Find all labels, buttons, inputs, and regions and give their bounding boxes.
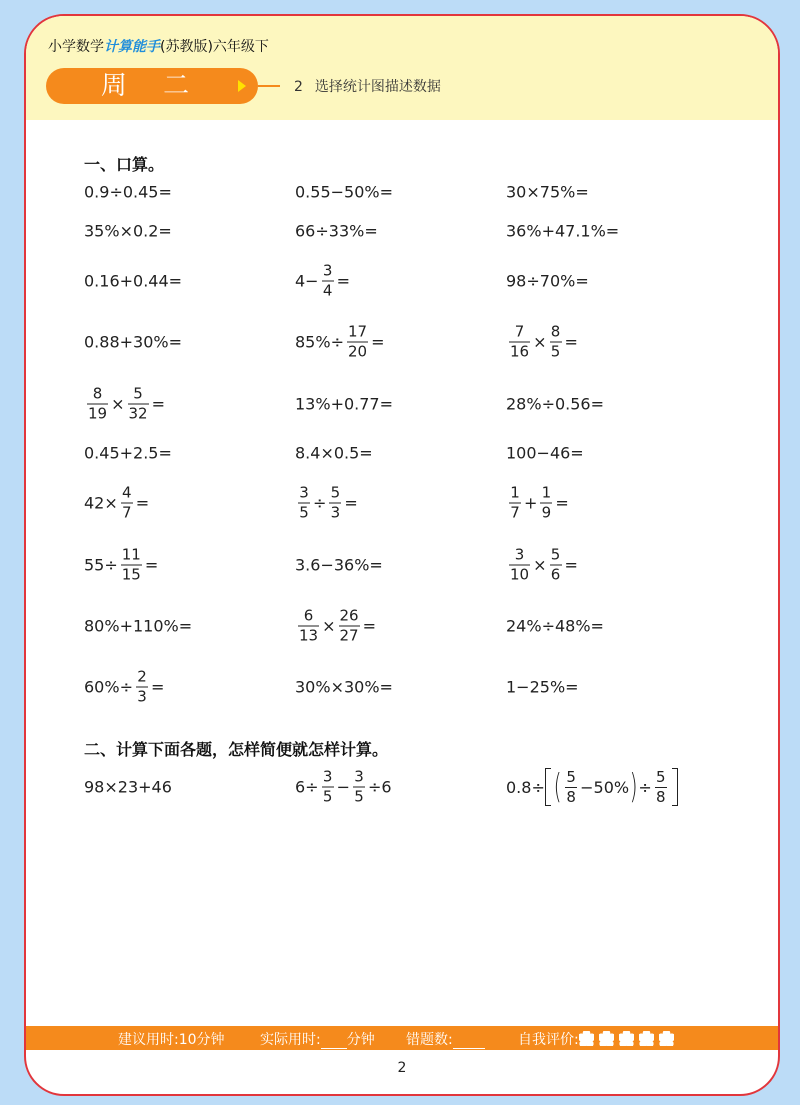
problem-text: 35%×0.2= <box>84 221 172 241</box>
numerator: 8 <box>92 384 103 403</box>
fraction <box>298 608 319 645</box>
problem-text: 80%+110%= <box>84 616 193 636</box>
denominator: 5 <box>354 787 364 806</box>
denominator: 4 <box>322 281 333 300</box>
problem <box>295 556 383 575</box>
equals: = <box>564 332 578 352</box>
actual-time-blank[interactable] <box>321 1035 347 1049</box>
fraction <box>347 324 368 361</box>
equals: = <box>564 555 578 575</box>
operator: × <box>322 616 336 636</box>
numerator: 5 <box>566 767 576 786</box>
problem <box>506 395 604 414</box>
denominator: 5 <box>322 787 333 806</box>
book-title-prefix: 小学数学 <box>48 39 104 55</box>
denominator: 10 <box>510 565 530 584</box>
problem <box>506 617 604 636</box>
footer-bar <box>26 1026 778 1050</box>
book-title-suffix: (苏教版)六年级下 <box>160 39 269 55</box>
problem <box>295 444 373 463</box>
operator: ÷ <box>313 493 327 513</box>
triangle-arrow-icon <box>238 80 246 92</box>
flower-icon[interactable] <box>659 1031 674 1046</box>
error-count <box>406 1029 485 1049</box>
denominator: 20 <box>347 342 368 361</box>
problem-text: 8.4×0.5= <box>295 443 373 463</box>
numerator: 26 <box>339 606 359 625</box>
equals: = <box>555 493 569 513</box>
problem-text: 30%×30%= <box>295 677 393 697</box>
problem <box>506 444 584 463</box>
fraction <box>509 547 530 584</box>
denominator: 3 <box>330 503 341 522</box>
lesson-name: 选择统计图描述数据 <box>314 79 441 95</box>
suggested-time: 建议用时:10分钟 <box>118 1032 225 1048</box>
fraction <box>550 324 562 361</box>
fraction <box>655 769 667 806</box>
workbook-page <box>24 14 780 1096</box>
numerator: 3 <box>514 545 525 564</box>
flower-icon[interactable] <box>579 1031 594 1046</box>
problem-text: 24%÷48%= <box>506 616 604 636</box>
operator: + <box>524 493 538 513</box>
problem <box>506 678 579 697</box>
denominator: 27 <box>339 626 359 645</box>
problem <box>506 485 569 522</box>
equals: = <box>144 555 159 575</box>
page-header <box>26 16 778 120</box>
problem <box>506 547 578 584</box>
problem-text: 6÷ <box>295 777 319 797</box>
problem <box>84 444 172 463</box>
problem-text: 30×75%= <box>506 182 589 202</box>
problem-text: 0.16+0.44= <box>84 271 183 291</box>
section-2-title: 二、计算下面各题，怎样简便就怎样计算。 <box>84 740 389 759</box>
problem <box>506 183 589 202</box>
numerator: 4 <box>121 483 132 502</box>
numerator: 3 <box>322 261 333 280</box>
operator: × <box>111 394 125 414</box>
problem <box>506 324 578 361</box>
problem <box>295 222 378 241</box>
operator: × <box>533 555 547 575</box>
operator: − <box>336 777 350 797</box>
problem-text: 4− <box>295 271 319 291</box>
problem <box>84 222 172 241</box>
book-title <box>48 36 269 56</box>
left-paren: ( <box>553 767 562 807</box>
problem-text: 36%+47.1%= <box>506 221 620 241</box>
problem-text: 98×23+46 <box>84 777 172 797</box>
problem <box>295 678 393 697</box>
problem <box>506 222 619 241</box>
fraction <box>128 386 149 423</box>
fraction <box>322 769 334 806</box>
problem <box>506 272 589 291</box>
page-number: 2 <box>397 1060 407 1076</box>
actual-time-label: 实际用时: <box>260 1032 321 1048</box>
numerator: 5 <box>133 384 143 403</box>
problem <box>84 386 165 423</box>
fraction <box>329 485 341 522</box>
fraction <box>509 485 521 522</box>
numerator: 11 <box>121 545 141 564</box>
numerator: 3 <box>354 767 364 786</box>
equals: = <box>362 616 376 636</box>
problem <box>84 272 182 291</box>
numerator: 5 <box>330 483 341 502</box>
numerator: 5 <box>655 767 666 786</box>
denominator: 3 <box>137 687 147 706</box>
lesson-number: 2 <box>294 79 303 95</box>
header-divider <box>258 85 280 87</box>
self-evaluation <box>518 1029 679 1049</box>
problem-text: −50% <box>580 777 630 797</box>
equals: = <box>150 677 165 697</box>
equals: = <box>336 271 350 291</box>
fraction <box>298 485 310 522</box>
fraction <box>339 608 360 645</box>
fraction <box>322 263 334 300</box>
actual-time <box>260 1029 375 1049</box>
problem-text: 85%÷ <box>295 332 344 352</box>
self-evaluation-label: 自我评价: <box>518 1032 579 1048</box>
problem-text: 0.9÷0.45= <box>84 182 172 202</box>
fraction <box>353 769 365 806</box>
error-count-blank[interactable] <box>453 1035 485 1049</box>
denominator: 5 <box>550 342 561 361</box>
book-title-brand: 计算能手 <box>104 39 160 55</box>
problem <box>84 669 164 706</box>
numerator: 3 <box>322 767 333 786</box>
flower-icon[interactable] <box>639 1031 654 1046</box>
error-count-label: 错题数: <box>406 1032 453 1048</box>
denominator: 9 <box>541 503 552 522</box>
numerator: 1 <box>541 483 552 502</box>
denominator: 19 <box>88 404 108 423</box>
fraction <box>87 386 108 423</box>
problem <box>84 485 149 522</box>
fraction <box>121 485 133 522</box>
problem-text: 13%+0.77= <box>295 394 393 414</box>
numerator: 8 <box>550 322 561 341</box>
equals: = <box>151 394 165 414</box>
actual-time-unit: 分钟 <box>346 1032 375 1048</box>
problem-text: 100−46= <box>506 443 584 463</box>
problem <box>506 768 678 806</box>
numerator: 5 <box>550 545 561 564</box>
denominator: 8 <box>566 787 576 806</box>
denominator: 7 <box>510 503 520 522</box>
fraction <box>550 547 562 584</box>
equals: = <box>135 493 150 513</box>
problem-text: 3.6−36%= <box>295 555 383 575</box>
denominator: 6 <box>550 565 561 584</box>
denominator: 13 <box>299 626 319 645</box>
lesson-title <box>294 76 441 96</box>
problem-text: 0.88+30%= <box>84 332 182 352</box>
problem-text: 0.55−50%= <box>295 182 393 202</box>
problem-text: ÷6 <box>368 777 392 797</box>
equals: = <box>344 493 358 513</box>
problem <box>295 324 384 361</box>
denominator: 8 <box>655 787 666 806</box>
problem-text: 60%÷ <box>84 677 133 697</box>
problem-text: 42× <box>84 493 118 513</box>
flower-icon[interactable] <box>599 1031 614 1046</box>
numerator: 6 <box>303 606 314 625</box>
left-square-bracket <box>545 768 551 806</box>
right-paren: ) <box>629 767 638 807</box>
day-badge <box>46 68 258 104</box>
problem-text: 66÷33%= <box>295 221 378 241</box>
fraction <box>136 669 148 706</box>
problem <box>295 263 350 300</box>
operator: ÷ <box>638 777 652 797</box>
fraction <box>509 324 530 361</box>
problem <box>295 485 358 522</box>
problem <box>295 183 393 202</box>
equals: = <box>371 332 385 352</box>
flower-icon[interactable] <box>619 1031 634 1046</box>
fraction <box>540 485 552 522</box>
denominator: 15 <box>121 565 141 584</box>
problem-text: 0.8÷ <box>506 777 545 797</box>
numerator: 1 <box>510 483 520 502</box>
denominator: 5 <box>299 503 309 522</box>
problem-text: 0.45+2.5= <box>84 443 172 463</box>
numerator: 3 <box>299 483 309 502</box>
problem <box>84 778 172 797</box>
problem <box>84 617 192 636</box>
problem-text: 98÷70%= <box>506 271 589 291</box>
denominator: 32 <box>128 404 148 423</box>
problem <box>84 333 182 352</box>
right-square-bracket <box>672 768 678 806</box>
problem-text: 55÷ <box>84 555 118 575</box>
problem-text: 1−25%= <box>506 677 579 697</box>
day-label: 周 二 <box>100 71 204 101</box>
problem-text: 28%÷0.56= <box>506 394 604 414</box>
denominator: 7 <box>121 503 132 522</box>
denominator: 16 <box>510 342 530 361</box>
problem <box>295 769 392 806</box>
section-1-title: 一、口算。 <box>84 155 165 174</box>
numerator: 7 <box>514 322 525 341</box>
problem <box>295 608 376 645</box>
problem <box>295 395 393 414</box>
numerator: 2 <box>137 667 147 686</box>
fraction <box>565 769 577 806</box>
fraction <box>121 547 142 584</box>
problem <box>84 183 172 202</box>
numerator: 17 <box>347 322 368 341</box>
problem <box>84 547 158 584</box>
operator: × <box>533 332 547 352</box>
